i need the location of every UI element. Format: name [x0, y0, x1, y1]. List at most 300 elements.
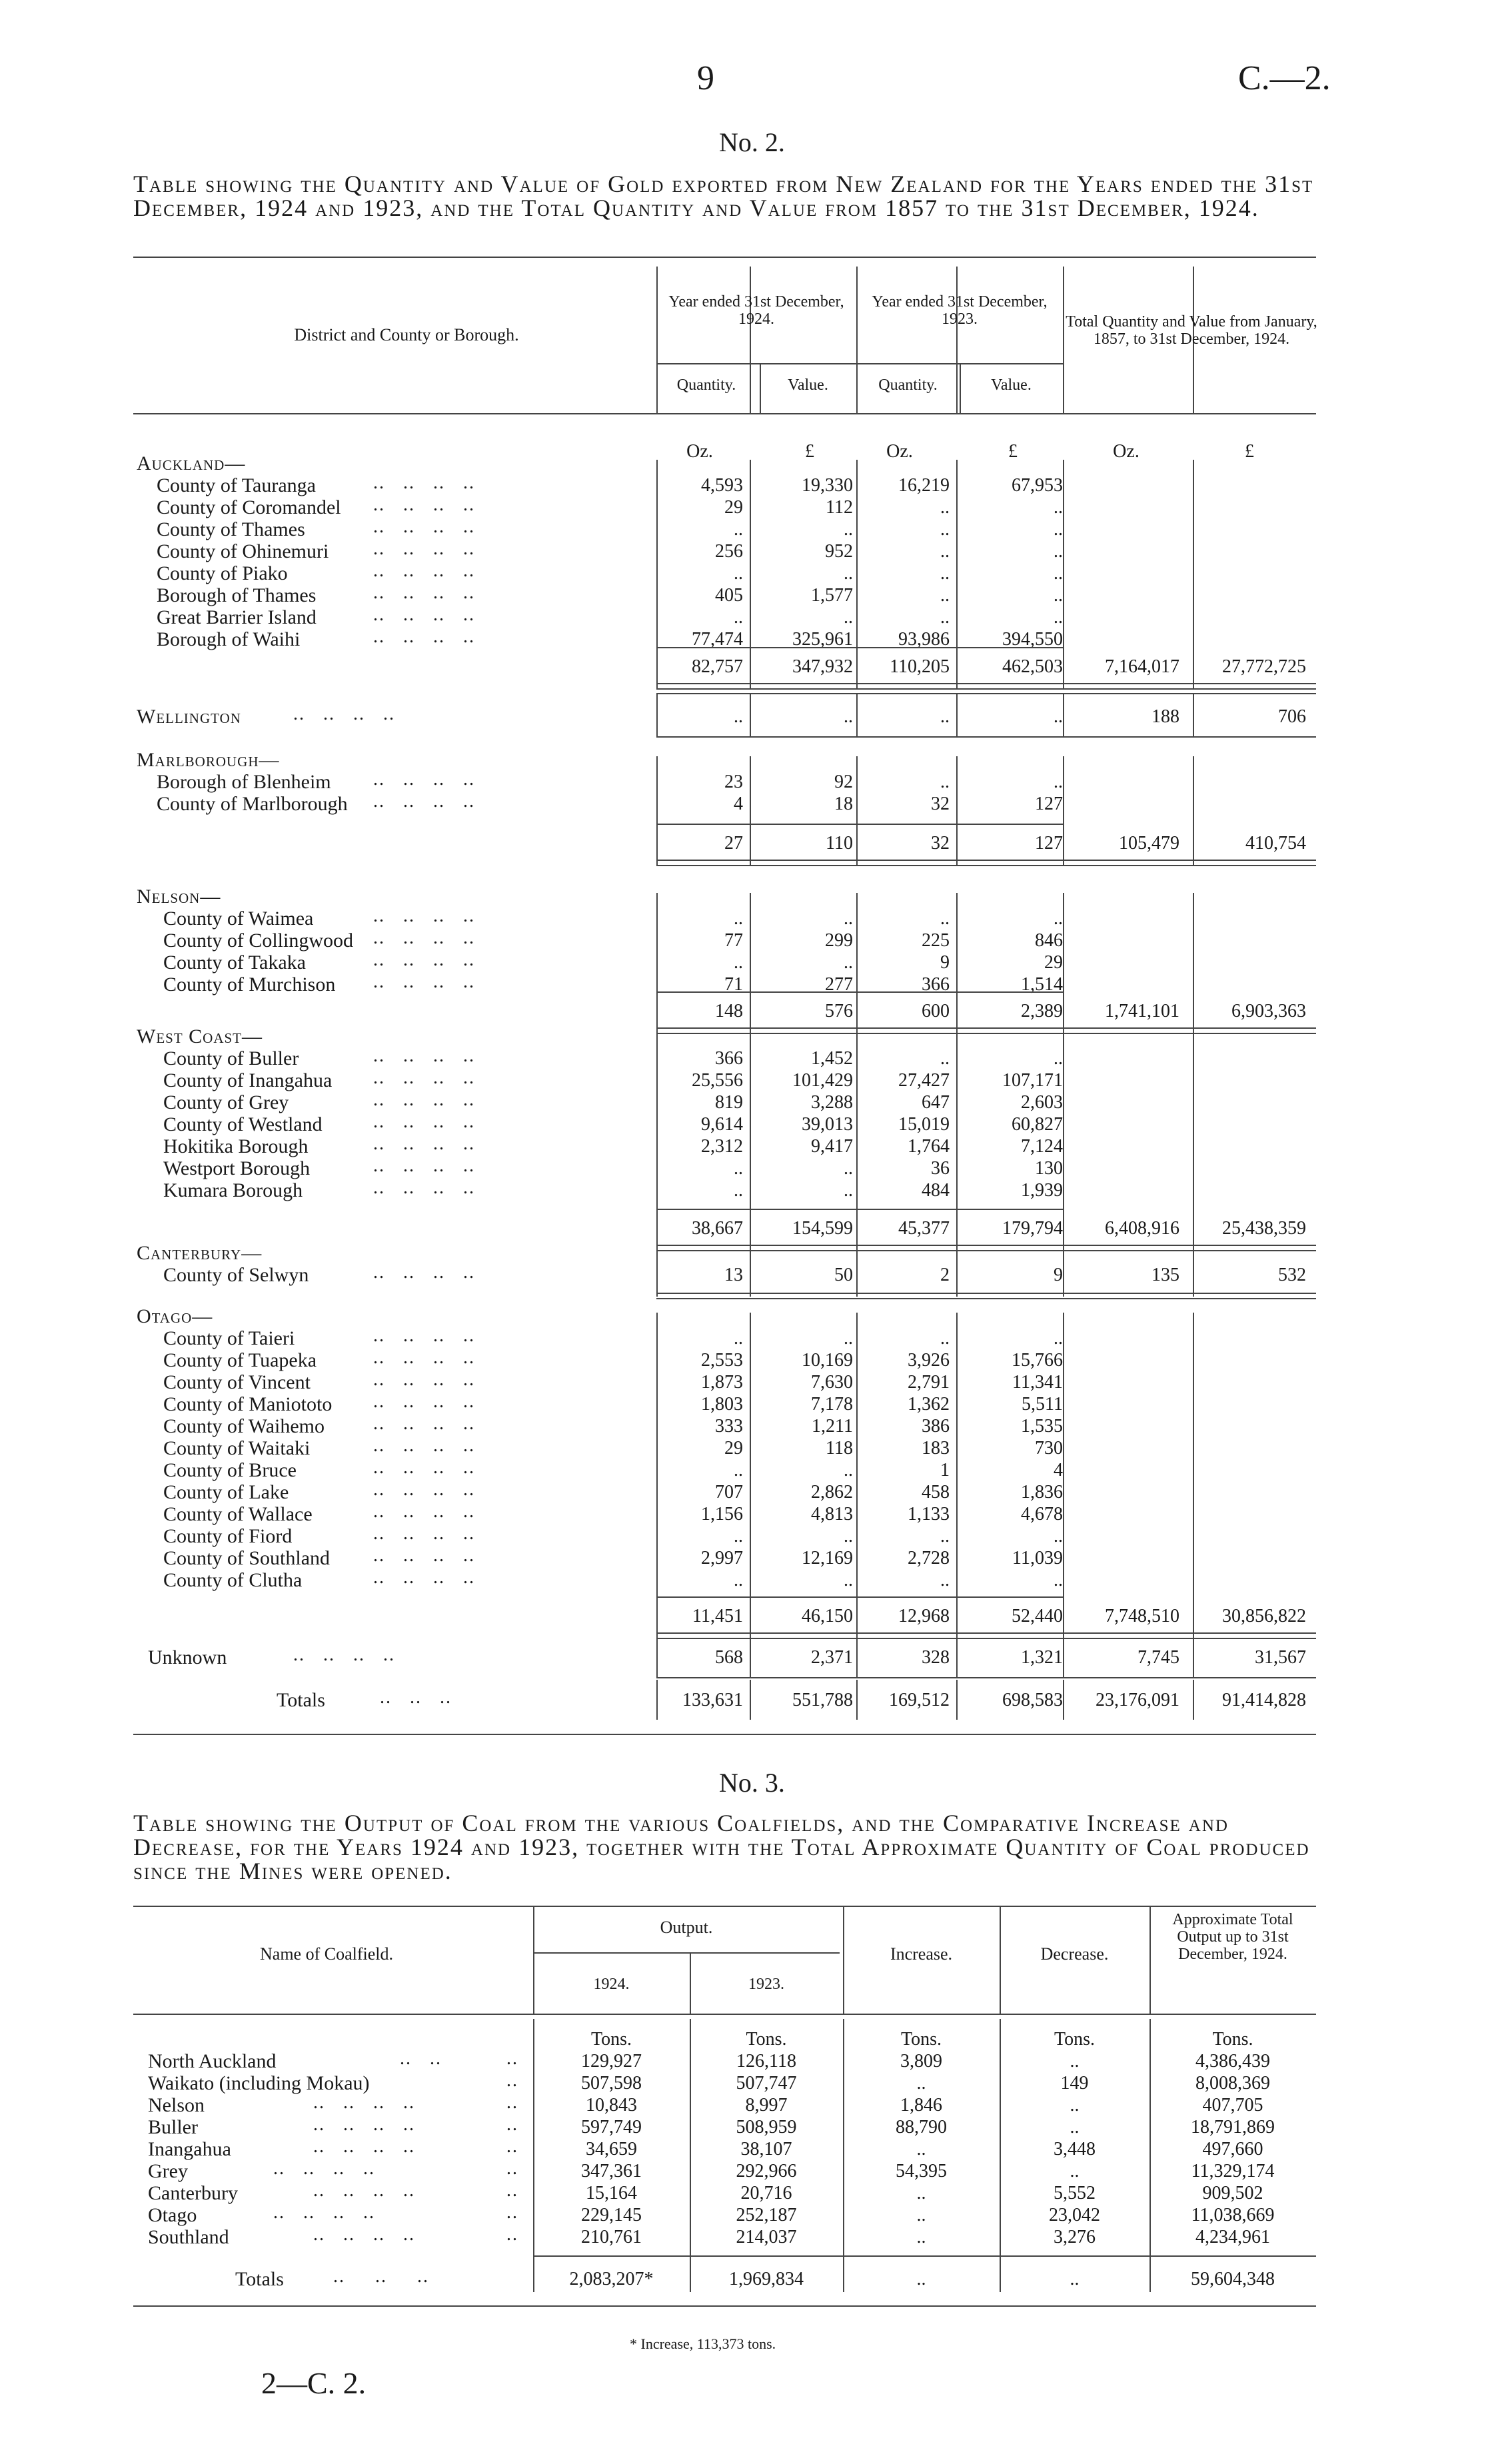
- gold-row-label: County of Vincent: [163, 1371, 311, 1393]
- dot-leader: .. .. .. ..: [273, 2158, 375, 2179]
- coal-1923-value: 252,187: [736, 2205, 797, 2225]
- coal-1924-total: 2,083,207*: [569, 2269, 654, 2289]
- gold-row-value-1924: 3,288: [811, 1092, 853, 1113]
- gold-section-4-heading: West Coast—: [137, 1025, 263, 1047]
- gold-col-line: [956, 1033, 958, 1250]
- coal-1923-value: 508,959: [736, 2117, 797, 2138]
- gold-subtotal-top-rule: [656, 1596, 1063, 1598]
- gold-row-value-1923: ..: [1054, 585, 1063, 606]
- gold-row-value-1923: 1,939: [1021, 1180, 1063, 1201]
- gold-row-qty-1924: 71: [724, 974, 743, 995]
- dot-leader: ..: [506, 2092, 518, 2113]
- gold-row-qty-1923: ..: [940, 1526, 950, 1546]
- dot-leader: .. .. .. ..: [373, 1567, 475, 1588]
- gold-row-qty-1923: 3,926: [908, 1350, 950, 1371]
- gold-row-value-1924: 92: [834, 772, 853, 792]
- coal-footnote: * Increase, 113,373 tons.: [630, 2335, 776, 2352]
- coal-totals-top-rule: [533, 2255, 1316, 2257]
- gold-col-line: [856, 1233, 858, 1297]
- coal-increase-value: ..: [916, 2139, 926, 2159]
- gold-col-line: [1193, 893, 1194, 1033]
- coal-1923-total: 1,969,834: [729, 2269, 804, 2289]
- gold-unknown-qty-1923: 328: [922, 1647, 950, 1668]
- gold-row-qty-1924: 1,156: [701, 1504, 743, 1525]
- gold-subtotal-bottom-rule: [656, 860, 1316, 866]
- gold-header-total: Total Quantity and Value from January, 1857, to 31st December, 1924.: [1066, 313, 1317, 348]
- gold-row-value-1923: 846: [1035, 930, 1063, 951]
- gold-table-number: No. 2.: [719, 127, 785, 157]
- coal-increase-value: ..: [916, 2227, 926, 2247]
- gold-unit-oz-total: Oz.: [1113, 441, 1139, 462]
- gold-row-value-1923: ..: [1054, 541, 1063, 562]
- dot-leader: .. .. .. ..: [373, 1523, 475, 1544]
- dot-leader: .. .. .. ..: [373, 1435, 475, 1456]
- gold-row-qty-1923: 225: [922, 930, 950, 951]
- gold-row-value-1923: ..: [1054, 607, 1063, 628]
- gold-row-label: County of Clutha: [163, 1569, 303, 1591]
- gold-row-value-1924: 2,862: [811, 1482, 853, 1503]
- gold-row-value-1924: 4,813: [811, 1504, 853, 1525]
- gold-col-line: [750, 756, 751, 865]
- gold-row-value-1923: 1,535: [1021, 1416, 1063, 1437]
- gold-totals-total-value: 91,414,828: [1222, 1690, 1306, 1710]
- gold-row-qty-1924: 405: [715, 585, 743, 606]
- coal-output-subrule: [533, 1952, 840, 1954]
- gold-subtotal-value-1924: 110: [826, 833, 853, 854]
- gold-totals-label: Totals: [277, 1689, 325, 1711]
- gold-row-qty-1924: ..: [734, 1526, 743, 1546]
- gold-header-quantity-1924: Quantity.: [676, 376, 736, 394]
- gold-totals-value-1924: 551,788: [792, 1690, 853, 1710]
- gold-section-1-value-1924: ..: [844, 706, 853, 727]
- gold-row-qty-1924: 1,873: [701, 1372, 743, 1393]
- gold-row-value-1924: ..: [844, 1328, 853, 1349]
- gold-unknown-total-value: 31,567: [1255, 1647, 1306, 1668]
- gold-row-value-1923: ..: [1054, 908, 1063, 929]
- gold-row-value-1923: 15,766: [1012, 1350, 1063, 1371]
- coal-1923-value: 20,716: [740, 2183, 792, 2203]
- coal-row-label: Grey: [148, 2160, 188, 2182]
- gold-subtotal-qty-1923: 110,205: [890, 656, 950, 677]
- coal-decrease-value: 3,448: [1054, 2139, 1096, 2159]
- dot-leader: .. .. .. ..: [373, 1133, 475, 1154]
- coal-increase-value: 3,809: [900, 2051, 942, 2072]
- dot-leader: .. .. .. ..: [373, 1325, 475, 1346]
- gold-row-qty-1923: ..: [940, 908, 950, 929]
- gold-header-top-rule: [133, 257, 1316, 258]
- gold-col-line: [1193, 1313, 1194, 1638]
- gold-row-qty-1923: 1,133: [908, 1504, 950, 1525]
- gold-col-line: [956, 756, 958, 865]
- gold-unit-oz-1924: Oz.: [686, 441, 713, 462]
- gold-totals-qty-1923: 169,512: [889, 1690, 950, 1710]
- gold-col-line: [656, 460, 658, 688]
- gold-row-value-1923: ..: [1054, 1526, 1063, 1546]
- gold-subtotal-qty-1923: 32: [931, 833, 950, 854]
- gold-subtotal-bottom-rule: [656, 1027, 1316, 1034]
- gold-col-line: [1063, 1634, 1064, 1677]
- dot-leader: ..: [506, 2158, 518, 2179]
- gold-row-label: Westport Borough: [163, 1157, 311, 1179]
- gold-unit-pound-total: £: [1245, 441, 1254, 462]
- coal-col-line: [690, 2019, 691, 2292]
- gold-row-value-1924: 118: [826, 1438, 853, 1459]
- gold-col-line: [1193, 1680, 1194, 1720]
- gold-row-qty-1924: 819: [715, 1092, 743, 1113]
- coal-row-label: North Auckland: [148, 2050, 277, 2072]
- gold-section-1-total-qty: 188: [1151, 706, 1179, 727]
- coal-totals-label: Totals: [235, 2268, 284, 2290]
- gold-row-qty-1924: ..: [734, 908, 743, 929]
- gold-col-line: [1193, 460, 1194, 688]
- gold-col-line: [856, 1634, 858, 1677]
- gold-row-qty-1923: 36: [931, 1158, 950, 1179]
- gold-row-value-1923: 5,511: [1022, 1394, 1063, 1415]
- gold-row-qty-1923: 93,986: [898, 629, 950, 650]
- dot-leader: .. ..: [400, 2048, 442, 2069]
- coal-1924-value: 507,598: [581, 2073, 642, 2094]
- gold-row-qty-1924: 2,553: [701, 1350, 743, 1371]
- gold-row-value-1924: 19,330: [802, 475, 853, 496]
- gold-row-label: County of Tuapeka: [163, 1349, 317, 1371]
- gold-col-line: [1063, 1313, 1064, 1638]
- coal-total-value: 11,038,669: [1191, 2205, 1275, 2225]
- gold-row-value-1924: 1,577: [811, 585, 853, 606]
- coal-1924-value: 229,145: [581, 2205, 642, 2225]
- coal-col-line: [1000, 2019, 1001, 2292]
- coal-unit-tons: Tons.: [1212, 2029, 1253, 2050]
- coal-decrease-value: 5,552: [1054, 2183, 1096, 2203]
- gold-row-value-1924: 12,169: [802, 1548, 853, 1568]
- gold-row-qty-1924: 256: [715, 541, 743, 562]
- gold-subtotal-value-1923: 127: [1035, 833, 1063, 854]
- gold-col-line: [1193, 1634, 1194, 1677]
- gold-row-value-1924: 112: [826, 497, 853, 518]
- gold-row-qty-1924: ..: [734, 563, 743, 584]
- coal-decrease-value: 23,042: [1049, 2205, 1100, 2225]
- gold-row-qty-1924: 23: [724, 772, 743, 792]
- gold-section-1-heading: Wellington: [137, 706, 241, 728]
- dot-leader: .. .. .. ..: [373, 1347, 475, 1368]
- dot-leader: .. .. .. ..: [373, 538, 475, 559]
- gold-section-0-heading: Auckland—: [137, 452, 246, 474]
- gold-row-value-1924: 1,211: [812, 1416, 853, 1437]
- gold-row-label: County of Southland: [163, 1547, 331, 1569]
- dot-leader: .. .. .. ..: [373, 1089, 475, 1110]
- dot-leader: .. .. ..: [333, 2266, 429, 2287]
- gold-col-line: [750, 1033, 751, 1250]
- gold-totals-value-1923: 698,583: [1002, 1690, 1063, 1710]
- coal-row-label: Nelson: [148, 2094, 205, 2116]
- gold-row-qty-1924: ..: [734, 519, 743, 540]
- gold-subtotal-qty-1923: 600: [922, 1001, 950, 1021]
- gold-subtotal-top-rule: [656, 1209, 1063, 1210]
- gold-col-line: [750, 693, 751, 736]
- gold-row-qty-1923: 2,791: [908, 1372, 950, 1393]
- dot-leader: .. .. .. ..: [373, 1413, 475, 1434]
- coal-total-value: 8,008,369: [1195, 2073, 1270, 2094]
- gold-row-value-1924: ..: [844, 1460, 853, 1481]
- gold-row-label: County of Coromandel: [157, 496, 341, 518]
- coal-header-bottom-rule: [133, 2014, 1316, 2015]
- gold-col-line: [856, 893, 858, 1033]
- gold-row-qty-1923: 386: [922, 1416, 950, 1437]
- gold-row-qty-1923: 1: [940, 1460, 950, 1481]
- gold-subtotal-total-qty: 7,164,017: [1105, 656, 1179, 677]
- gold-subtotal-value-1924: 46,150: [802, 1606, 853, 1626]
- coal-header-1924: 1924.: [593, 1976, 630, 1993]
- gold-row-label: County of Taieri: [163, 1327, 295, 1349]
- gold-subtotal-total-value: 6,903,363: [1231, 1001, 1306, 1021]
- gold-row-value-1924: 299: [825, 930, 853, 951]
- gold-row-value-1923: 11,039: [1012, 1548, 1063, 1568]
- dot-leader: .. .. .. ..: [373, 1501, 475, 1522]
- coal-increase-value: 54,395: [896, 2161, 947, 2181]
- coal-unit-tons: Tons.: [746, 2029, 787, 2050]
- gold-row-value-1923: ..: [1054, 1570, 1063, 1590]
- gold-col-line: [750, 1634, 751, 1677]
- gold-row-label: County of Lake: [163, 1481, 289, 1503]
- gold-row-value-1924: 7,178: [811, 1394, 853, 1415]
- gold-row-value-1923: 107,171: [1002, 1070, 1063, 1091]
- gold-row-value-1923: ..: [1054, 519, 1063, 540]
- gold-subtotal-value-1923: 179,794: [1002, 1218, 1063, 1239]
- gold-subtotal-bottom-rule: [656, 1293, 1316, 1299]
- dot-leader: .. .. .. ..: [373, 472, 475, 493]
- gold-row-label: County of Wallace: [163, 1503, 313, 1525]
- gold-col-line: [750, 1680, 751, 1720]
- gold-row-value-1924: 1,452: [811, 1048, 853, 1069]
- coal-header-col-line: [1149, 1906, 1151, 2014]
- gold-col-line: [856, 1033, 858, 1250]
- gold-subtotal-qty-1924: 82,757: [692, 656, 743, 677]
- gold-row-label: County of Buller: [163, 1047, 299, 1069]
- gold-row-qty-1923: 458: [922, 1482, 950, 1503]
- gold-col-line: [750, 1233, 751, 1297]
- gold-row-label: County of Grey: [163, 1091, 289, 1113]
- gold-row-label: County of Westland: [163, 1113, 323, 1135]
- gold-row-label: Borough of Blenheim: [157, 771, 331, 793]
- dot-leader: .. .. .. ..: [313, 2180, 415, 2201]
- gold-section-1-qty-1924: ..: [734, 706, 743, 727]
- gold-row-value-1924: 952: [825, 541, 853, 562]
- gold-col-line: [1063, 460, 1064, 688]
- gold-subtotal-value-1924: 576: [825, 1001, 853, 1021]
- gold-section-2-heading: Marlborough—: [137, 749, 280, 771]
- gold-col-line: [656, 1033, 658, 1250]
- gold-col-line: [656, 1313, 658, 1638]
- gold-subtotal-value-1924: 154,599: [792, 1218, 853, 1239]
- gold-row-qty-1924: 4: [734, 794, 743, 814]
- gold-subtotal-qty-1924: 38,667: [692, 1218, 743, 1239]
- gold-row-label: County of Takaka: [163, 951, 306, 973]
- gold-row-value-1923: 4: [1054, 1460, 1063, 1481]
- gold-row-value-1923: ..: [1054, 497, 1063, 518]
- coal-1924-value: 210,761: [581, 2227, 642, 2247]
- gold-subtotal-total-qty: 105,479: [1119, 833, 1179, 854]
- gold-row-value-1924: ..: [844, 1570, 853, 1590]
- coal-row-label: Waikato (including Mokau): [148, 2072, 370, 2094]
- dot-leader: .. .. .. ..: [373, 1369, 475, 1390]
- dot-leader: .. .. .. ..: [373, 1155, 475, 1176]
- dot-leader: ..: [506, 2048, 518, 2069]
- gold-row-qty-1923: 484: [922, 1180, 950, 1201]
- gold-row-qty-1924: 29: [724, 497, 743, 518]
- coal-1924-value: 129,927: [581, 2051, 642, 2072]
- gold-row-label: County of Marlborough: [157, 793, 348, 815]
- dot-leader: .. .. .. ..: [373, 626, 475, 647]
- gold-row-label: County of Waimea: [163, 908, 314, 929]
- gold-row-value-1924: 18: [834, 794, 853, 814]
- gold-header-value-1923: Value.: [991, 376, 1032, 394]
- gold-row-label: County of Waihemo: [163, 1415, 325, 1437]
- dot-leader: ..: [506, 2070, 518, 2091]
- coal-unit-tons: Tons.: [900, 2029, 942, 2050]
- coal-decrease-value: 3,276: [1054, 2227, 1096, 2247]
- gold-unit-pound-1923: £: [1008, 441, 1018, 462]
- coal-decrease-value: ..: [1070, 2095, 1080, 2116]
- gold-col-line: [1193, 756, 1194, 865]
- gold-row-qty-1923: ..: [940, 519, 950, 540]
- coal-table-number: No. 3.: [719, 1768, 785, 1798]
- gold-col-line: [656, 893, 658, 1033]
- gold-row-value-1924: 9,417: [811, 1136, 853, 1157]
- gold-col-line: [656, 1233, 658, 1297]
- gold-row-value-1923: 730: [1035, 1438, 1063, 1459]
- coal-increase-value: ..: [916, 2205, 926, 2225]
- coal-table-caption: Table showing the Output of Coal from the various Coalfields, and the Comparative Increase and Decrease, for the Years 1924 and 1923, together with the Total Approximate Quantity of Coal produced since the Mines were opened.: [133, 1810, 1310, 1884]
- dot-leader: .. .. .. ..: [313, 2136, 415, 2157]
- gold-col-line: [1193, 1033, 1194, 1250]
- gold-row-value-1923: ..: [1054, 772, 1063, 792]
- dot-leader: .. .. .. ..: [313, 2092, 415, 2113]
- dot-leader: .. .. .. ..: [373, 906, 475, 926]
- gold-unknown-value-1924: 2,371: [811, 1647, 853, 1668]
- gold-unknown-value-1923: 1,321: [1021, 1647, 1063, 1668]
- coal-header-output: Output.: [660, 1918, 713, 1937]
- dot-leader: .. .. .. ..: [373, 1177, 475, 1198]
- coal-total-total: 59,604,348: [1191, 2269, 1275, 2289]
- gold-unknown-label: Unknown: [148, 1646, 227, 1668]
- gold-row-qty-1923: 1,764: [908, 1136, 950, 1157]
- gold-row-value-1923: 2,603: [1021, 1092, 1063, 1113]
- coal-col-line: [533, 2019, 534, 2292]
- coal-decrease-value: ..: [1070, 2051, 1080, 2072]
- gold-row-label: County of Waitaki: [163, 1437, 311, 1459]
- dot-leader: .. .. .. ..: [293, 704, 395, 724]
- gold-row-qty-1924: 333: [715, 1416, 743, 1437]
- gold-year-subrule-1924: [656, 363, 856, 364]
- gold-subtotal-top-rule: [656, 824, 1063, 825]
- gold-subtotal-qty-1924: 11,451: [692, 1606, 743, 1626]
- gold-row-value-1923: 29: [1044, 952, 1063, 973]
- dot-leader: .. .. .. ..: [373, 769, 475, 790]
- dot-leader: .. .. .. ..: [373, 560, 475, 581]
- gold-section-1-value-1923: ..: [1054, 706, 1063, 727]
- coal-total-value: 18,791,869: [1191, 2117, 1275, 2138]
- gold-row-qty-1924: 77: [724, 930, 743, 951]
- gold-unknown-total-qty: 7,745: [1137, 1647, 1179, 1668]
- gold-row-qty-1923: 2,728: [908, 1548, 950, 1568]
- coal-1924-value: 597,749: [581, 2117, 642, 2138]
- gold-header-year1923: Year ended 31st December, 1923.: [872, 293, 1048, 328]
- gold-row-qty-1924: ..: [734, 952, 743, 973]
- gold-table-caption: Table showing the Quantity and Value of Gold exported from New Zealand for the Years ended the 31st December, 1924 and 1923, and the Total Quantity and Value from 1857 to the 31st December, 1924.: [133, 171, 1314, 221]
- gold-row-qty-1924: 13: [724, 1265, 743, 1285]
- gold-col-line: [1193, 693, 1194, 736]
- gold-row-label: Hokitika Borough: [163, 1135, 309, 1157]
- gold-section-1-total-value: 706: [1278, 706, 1306, 727]
- gold-row-label: County of Inangahua: [163, 1069, 333, 1091]
- gold-row-qty-1924: ..: [734, 1570, 743, 1590]
- footer-signature: 2—C. 2.: [261, 2366, 367, 2400]
- gold-table-bottom-rule: [133, 1734, 1316, 1735]
- gold-row-value-1923: 1,836: [1021, 1482, 1063, 1503]
- gold-row-label: County of Bruce: [163, 1459, 297, 1481]
- gold-row-total-qty: 135: [1151, 1265, 1179, 1285]
- gold-row-qty-1923: 32: [931, 794, 950, 814]
- gold-col-line: [1193, 1233, 1194, 1297]
- dot-leader: .. .. .. ..: [273, 2202, 375, 2223]
- coal-unit-tons: Tons.: [1054, 2029, 1096, 2050]
- dot-leader: ..: [506, 2136, 518, 2157]
- gold-col-line: [750, 1313, 751, 1638]
- coal-1924-value: 347,361: [581, 2161, 642, 2181]
- gold-row-label: County of Tauranga: [157, 474, 316, 496]
- gold-row-qty-1923: ..: [940, 1048, 950, 1069]
- gold-col-line: [656, 1634, 658, 1677]
- gold-row-value-1924: 101,429: [792, 1070, 853, 1091]
- gold-header-value-1924: Value.: [788, 376, 828, 394]
- coal-total-value: 4,234,961: [1195, 2227, 1270, 2247]
- gold-subtotal-top-rule: [656, 991, 1063, 993]
- dot-leader: .. .. .. ..: [373, 1391, 475, 1412]
- dot-leader: .. .. .. ..: [373, 1262, 475, 1283]
- gold-row-value-1924: 325,961: [792, 629, 853, 650]
- gold-unknown-qty-1924: 568: [715, 1647, 743, 1668]
- gold-subtotal-value-1923: 2,389: [1021, 1001, 1063, 1021]
- gold-row-qty-1924: 29: [724, 1438, 743, 1459]
- dot-leader: .. .. .. ..: [373, 791, 475, 812]
- dot-leader: .. .. .. ..: [313, 2224, 415, 2245]
- gold-col-line: [1063, 893, 1064, 1033]
- gold-header-quantity-1923: Quantity.: [878, 376, 938, 394]
- gold-row-label: County of Murchison: [163, 973, 336, 995]
- gold-header-bottom-rule: [133, 413, 1316, 414]
- gold-row-value-1923: 67,953: [1012, 475, 1063, 496]
- gold-subtotal-value-1923: 52,440: [1012, 1606, 1063, 1626]
- gold-row-value-1923: ..: [1054, 1048, 1063, 1069]
- dot-leader: .. .. .. ..: [373, 1045, 475, 1066]
- gold-row-value-1923: ..: [1054, 1328, 1063, 1349]
- gold-col-line: [956, 893, 958, 1033]
- gold-subtotal-qty-1923: 45,377: [898, 1218, 950, 1239]
- gold-row-qty-1923: 15,019: [898, 1114, 950, 1135]
- gold-col-line: [856, 756, 858, 865]
- gold-section-3-heading: Nelson—: [137, 886, 221, 908]
- coal-row-label: Southland: [148, 2226, 229, 2248]
- gold-row-value-1923: 394,550: [1002, 629, 1063, 650]
- gold-row-qty-1924: 1,803: [701, 1394, 743, 1415]
- coal-1923-value: 214,037: [736, 2227, 797, 2247]
- gold-row-label: County of Selwyn: [163, 1264, 309, 1286]
- gold-section-5-heading: Canterbury—: [137, 1242, 263, 1264]
- coal-row-label: Otago: [148, 2204, 197, 2226]
- gold-col-line: [656, 693, 658, 736]
- gold-subtotal-value-1923: 462,503: [1002, 656, 1063, 677]
- dot-leader: .. .. .. ..: [373, 1067, 475, 1088]
- gold-row-value-1924: ..: [844, 952, 853, 973]
